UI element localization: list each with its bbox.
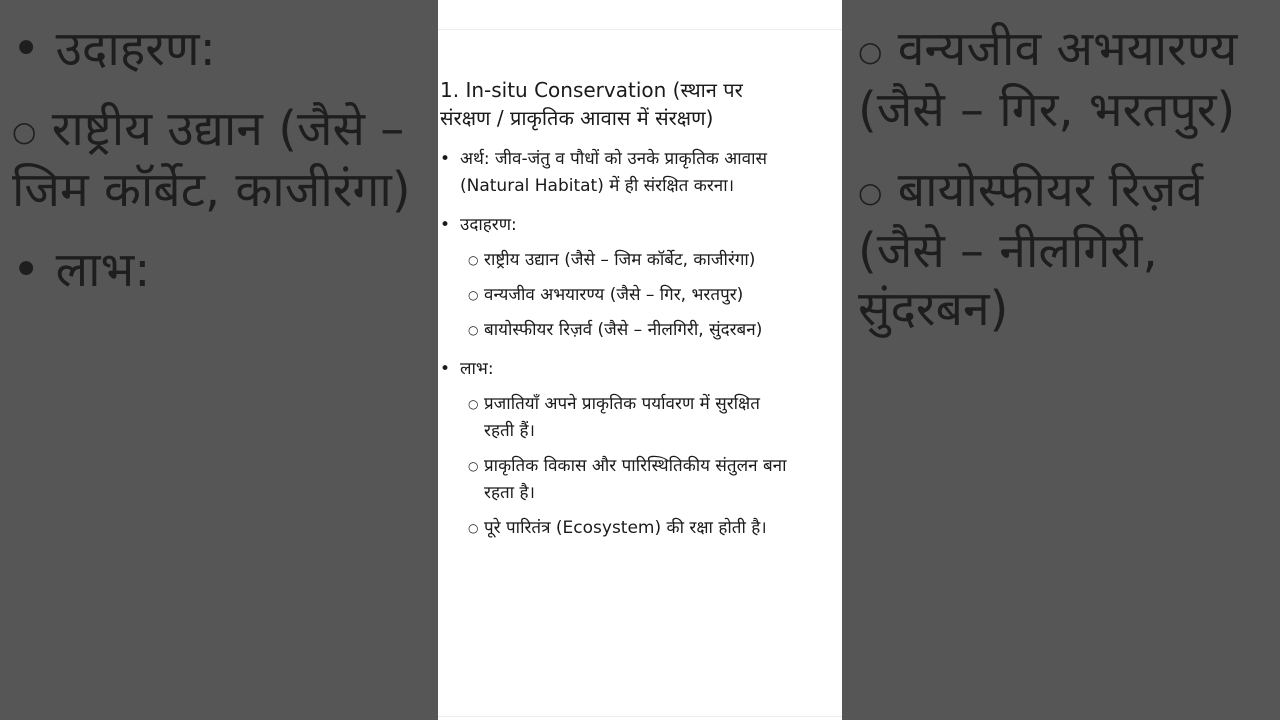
bg-benefits-heading: • लाभ: bbox=[12, 242, 151, 298]
content-panel bbox=[438, 0, 842, 720]
example-item: ○ बायोस्फीयर रिज़र्व (जैसे – नीलगिरी, सुंदरबन) bbox=[468, 320, 763, 340]
divider bbox=[438, 29, 842, 30]
benefit-item: ○ पूरे पारितंत्र (Ecosystem) की रक्षा होती है। bbox=[468, 518, 767, 538]
benefit-item: ○ प्रजातियाँ अपने प्राकृतिक पर्यावरण में सुरक्षित रहती हैं। bbox=[468, 394, 760, 441]
blurred-background-left bbox=[12, 20, 422, 299]
blurred-background-right bbox=[858, 20, 1268, 338]
example-item: ○ राष्ट्रीय उद्यान (जैसे – जिम कॉर्बेट, काजीरंगा) bbox=[468, 250, 756, 270]
bg-example-1: ○ राष्ट्रीय उद्यान (जैसे – जिम कॉर्बेट, काजीरंगा) bbox=[12, 101, 411, 218]
benefit-item: ○ प्राकृतिक विकास और पारिस्थितिकीय संतुलन बना रहता है। bbox=[468, 456, 787, 503]
divider bbox=[438, 716, 842, 717]
bg-examples-heading: • उदाहरण: bbox=[12, 21, 216, 77]
examples-bullet: • उदाहरण: bbox=[440, 215, 517, 235]
example-item: ○ वन्यजीव अभयारण्य (जैसे – गिर, भरतपुर) bbox=[468, 285, 744, 305]
meaning-bullet: • अर्थ: जीव-जंतु व पौधों को उनके प्राकृतिक आवास (Natural Habitat) में ही संरक्षित करना। bbox=[440, 149, 767, 196]
benefits-bullet: • लाभ: bbox=[440, 359, 494, 379]
bg-example-2: ○ वन्यजीव अभयारण्य (जैसे – गिर, भरतपुर) bbox=[858, 21, 1238, 138]
bg-example-3: ○ बायोस्फीयर रिज़र्व (जैसे – नीलगिरी, सुंदरबन) bbox=[858, 162, 1204, 337]
section-title: 1. In-situ Conservation (स्थान पर संरक्षण / प्राकृतिक आवास में संरक्षण) bbox=[440, 78, 743, 130]
